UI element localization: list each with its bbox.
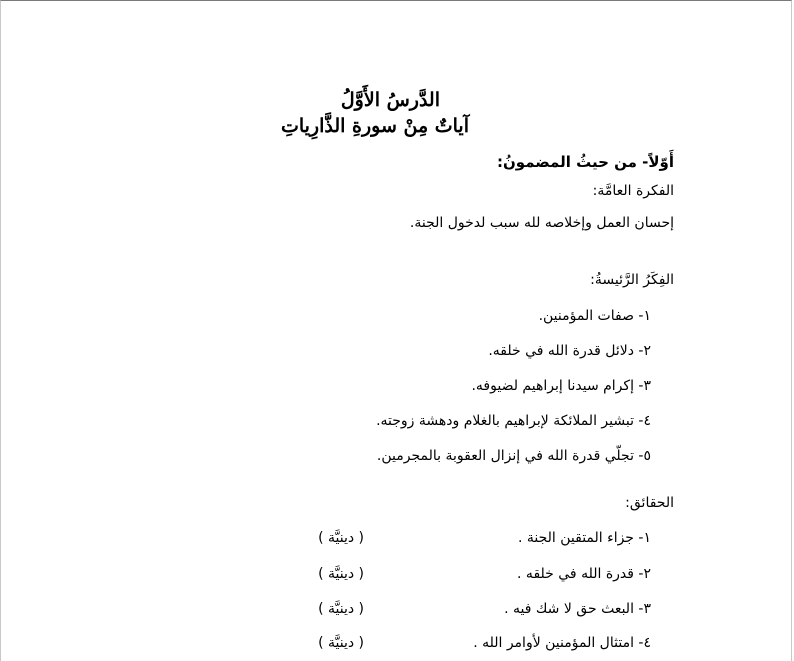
fact-type: ( دينيَّة ) bbox=[318, 601, 364, 617]
main-ideas-label: الفِكَرُ الرَّئيسةُ: bbox=[590, 272, 674, 288]
facts-label: الحقائق: bbox=[625, 495, 674, 511]
section-heading: أَوّلاً- من حيثُ المضمونُ: bbox=[497, 153, 674, 171]
lesson-title: الدَّرسُ الأَوَّلُ bbox=[340, 89, 440, 111]
main-idea-item: ٥- تجلّي قدرة الله في إنزال العقوبة بالمجرمين. bbox=[376, 448, 651, 464]
fact-type: ( دينيَّة ) bbox=[318, 530, 364, 546]
main-idea-item: ٢- دلائل قدرة الله في خلقه. bbox=[488, 343, 651, 359]
fact-type: ( دينيَّة ) bbox=[318, 566, 364, 582]
fact-type: ( دينيَّة ) bbox=[318, 635, 364, 651]
fact-text: ٣- البعث حق لا شك فيه . bbox=[504, 601, 651, 617]
main-idea-item: ١- صفات المؤمنين. bbox=[538, 308, 651, 324]
fact-text: ٤- امتثال المؤمنين لأوامر الله . bbox=[473, 635, 651, 651]
fact-text: ١- جزاء المتقين الجنة . bbox=[517, 530, 651, 546]
main-idea-item: ٣- إكرام سيدنا إبراهيم لضيوفه. bbox=[471, 378, 651, 394]
main-idea-item: ٤- تبشير الملائكة لإبراهيم بالغلام ودهشة زوجته. bbox=[376, 413, 651, 429]
general-idea-text: إحسان العمل وإخلاصه لله سبب لدخول الجنة. bbox=[409, 215, 674, 231]
lesson-subtitle: آياتٌ مِنْ سورةِ الذَّارِياتِ bbox=[280, 115, 469, 137]
fact-text: ٢- قدرة الله في خلقه . bbox=[517, 566, 651, 582]
general-idea-label: الفكرة العامَّة: bbox=[592, 183, 674, 199]
